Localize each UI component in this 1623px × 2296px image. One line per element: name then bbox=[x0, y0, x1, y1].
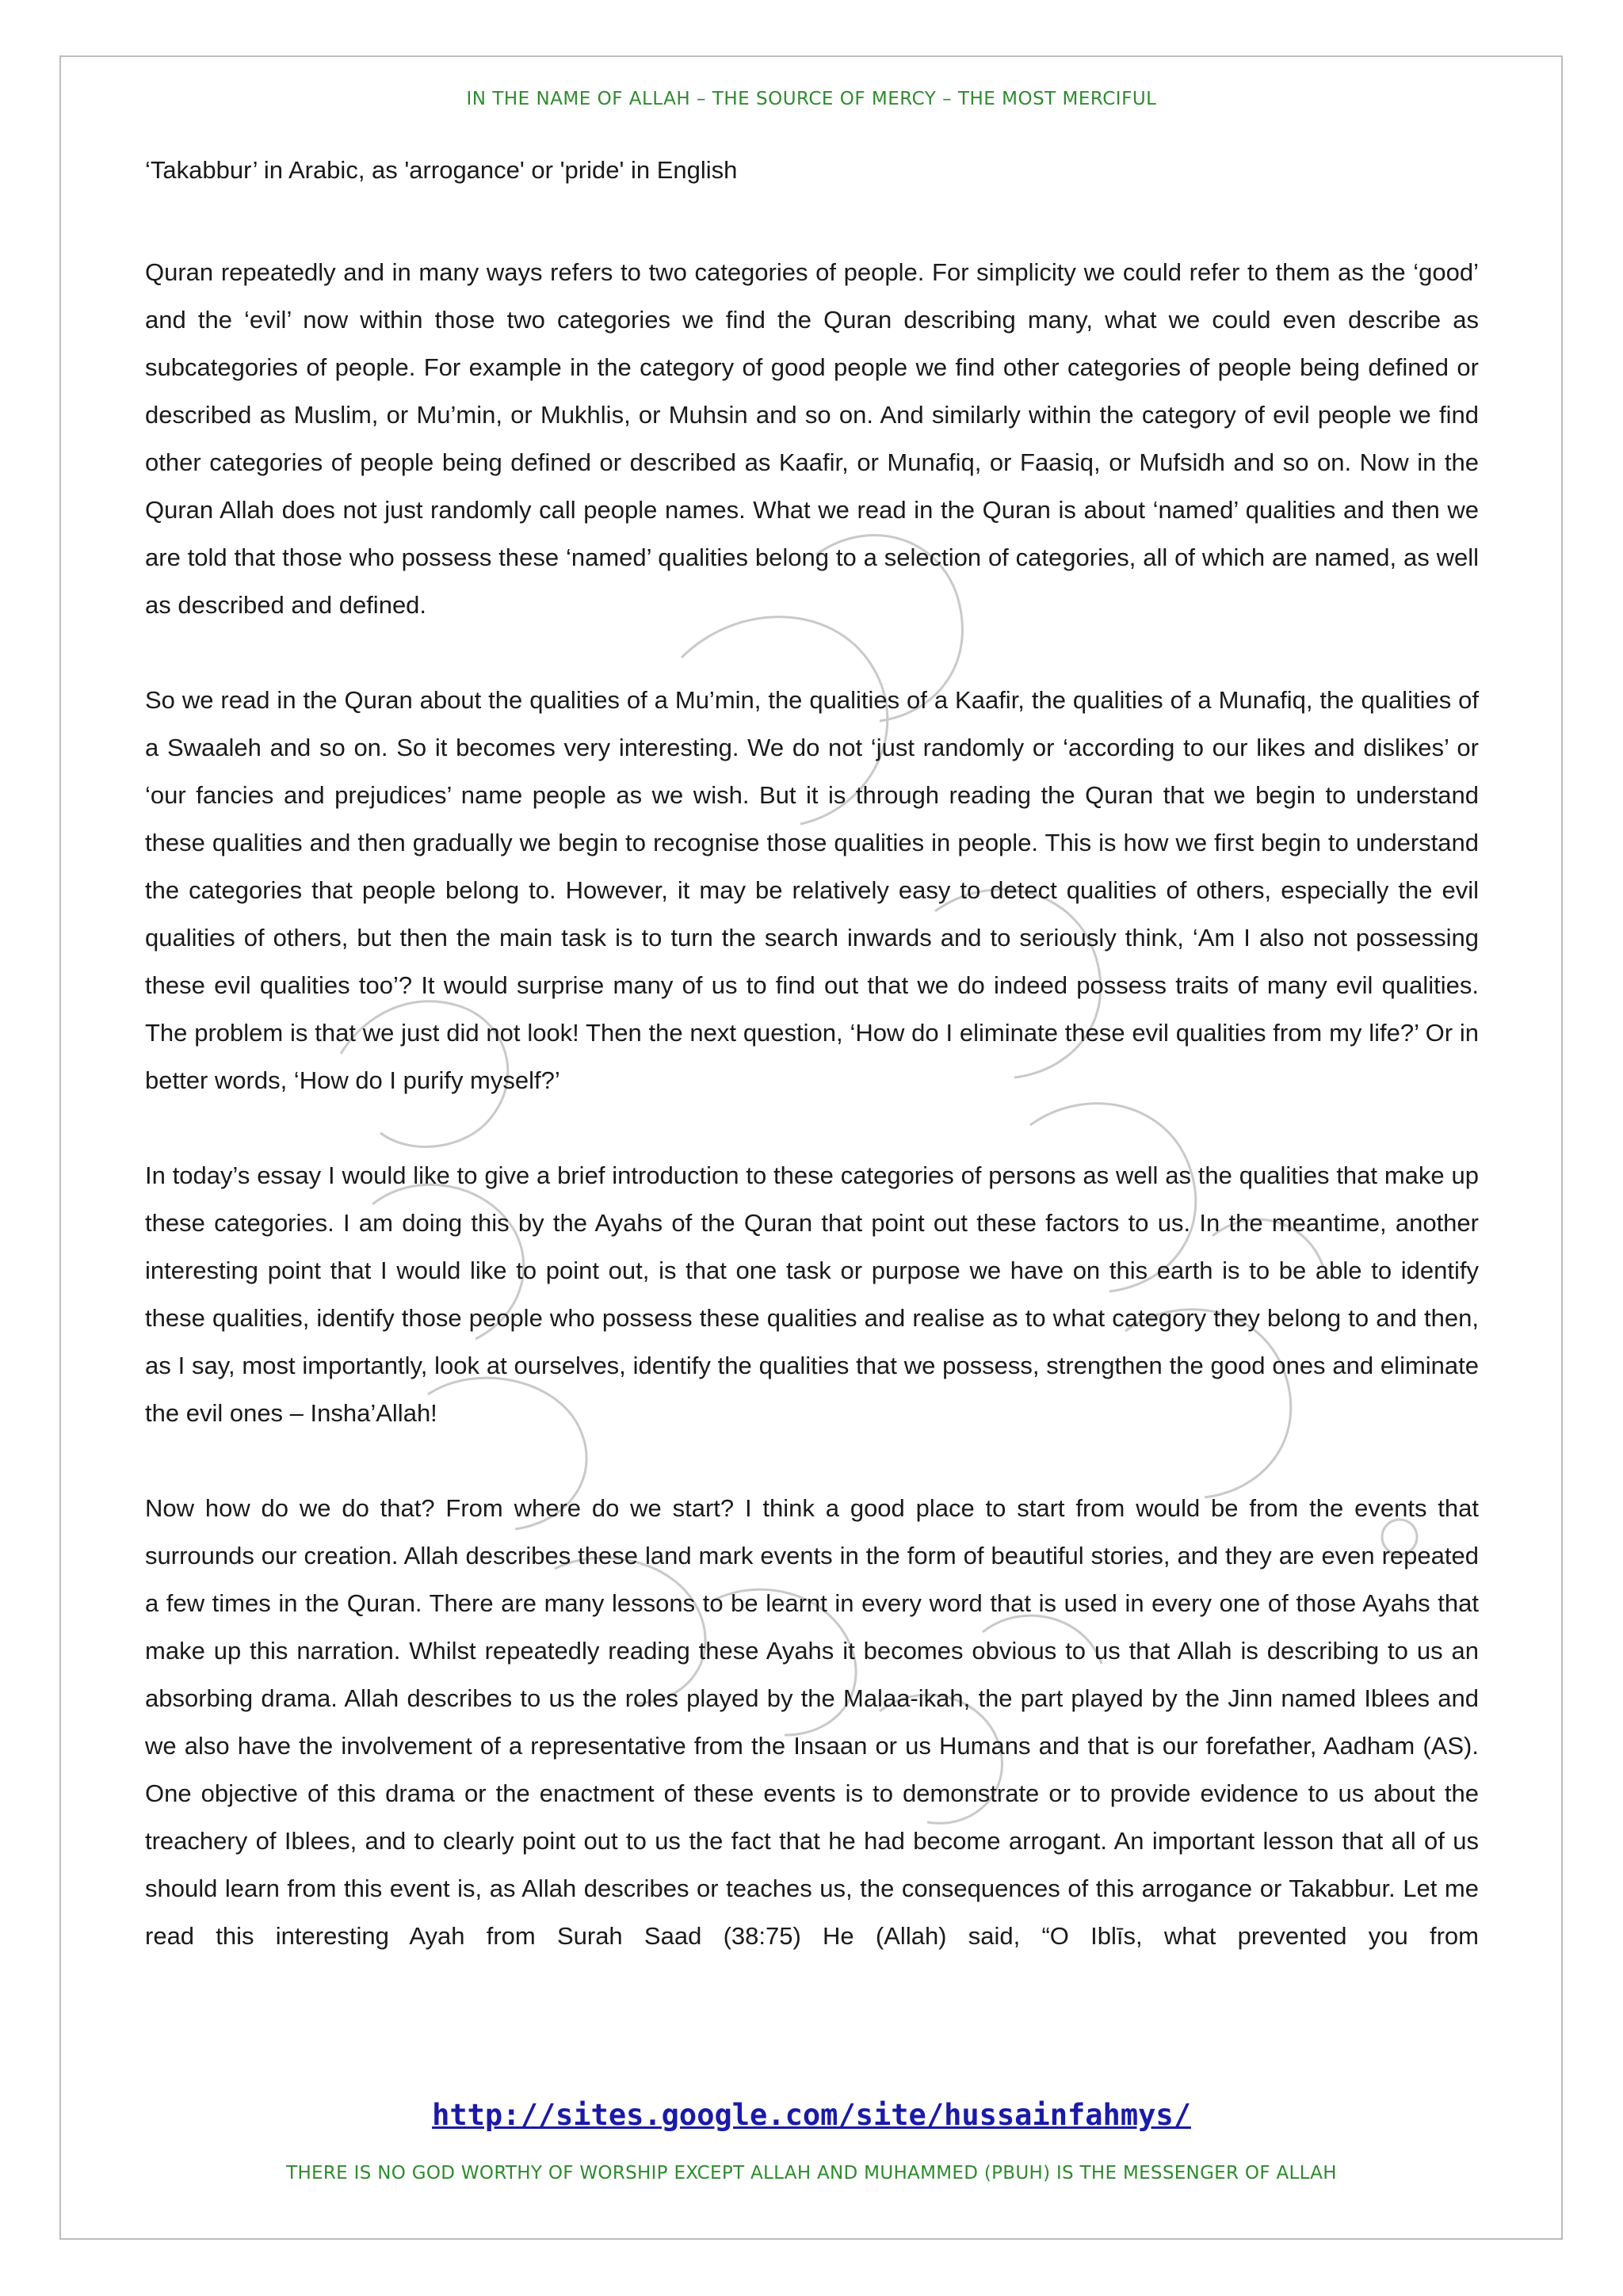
paragraph-4: Now how do we do that? From where do we start? I think a good place to start from would be from the events that surrounds our creation. Allah describes these land mark events in the form of beautiful stories, and they are even repeated a few times in the Quran. There are many lessons to be learnt in every word that is used in every one of those Ayahs that make up this narration. Whilst repeatedly reading these Ayahs it becomes obvious to us that Allah is describing to us an absorbing drama. Allah describes to us the roles played by the Malaa-ikah, the part played by the Jinn named Iblees and we also have the involvement of a representative from the Insaan or us Humans and that is our forefather, Aadham (AS). One objective of this drama or the enactment of these events is to demonstrate or to provide evidence to us about the treachery of Iblees, and to clearly point out to us the fact that he had become arrogant. An important lesson that all of us should learn from this event is, as Allah describes or teaches us, the consequences of this arrogance or Takabbur. Let me read this interesting Ayah from Surah Saad (38:75) He (Allah) said, “O Iblīs, what prevented you from bbox=[145, 1494, 1479, 1950]
paragraph-3: In today’s essay I would like to give a brief introduction to these categories of persons as well as the qualities that make up these categories. I am doing this by the Ayahs of the Quran that point out these factors to us. In the meantime, another interesting point that I would like to point out, is that one task or purpose we have on this earth is to be able to identify these qualities, identify those people who possess these qualities and realise as to what category they belong to and then, as I say, most importantly, look at ourselves, identify the qualities that we possess, strengthen the good ones and eliminate the evil ones – Insha’Allah! bbox=[145, 1161, 1479, 1427]
document-title: ‘Takabbur’ in Arabic, as 'arrogance' or 'pride' in English bbox=[145, 156, 738, 184]
paragraph-2: So we read in the Quran about the qualities of a Mu’min, the qualities of a Kaafir, the qualities of a Munafiq, the qualities of a Swaaleh and so on. So it becomes very interesting. We do not ‘just randomly or ‘according to our likes and dislikes’ or ‘our fancies and prejudices’ name people as we wish. But it is through reading the Quran that we begin to understand these qualities and then gradually we begin to recognise those qualities in people. This is how we first begin to understand the categories that people belong to. However, it may be relatively easy to detect qualities of others, especially the evil qualities of others, but then the main task is to turn the search inwards and to seriously think, ‘Am I also not possessing these evil qualities too’? It would surprise many of us to find out that we do indeed possess traits of many evil qualities. The problem is that we just did not look! Then the next question, ‘How do I eliminate these evil qualities from my life?’ Or in better words, ‘How do I purify myself?’ bbox=[145, 686, 1479, 1094]
header-bismillah: IN THE NAME OF ALLAH – THE SOURCE OF MERCY – THE MOST MERCIFUL bbox=[466, 89, 1157, 109]
document-body bbox=[145, 152, 1479, 1960]
website-link[interactable]: http://sites.google.com/site/hussainfahmys/ bbox=[432, 2098, 1191, 2132]
footer-shahada: THERE IS NO GOD WORTHY OF WORSHIP EXCEPT ALLAH AND MUHAMMED (PBUH) IS THE MESSENGER OF ALLAH bbox=[286, 2163, 1337, 2183]
paragraph-1: Quran repeatedly and in many ways refers to two categories of people. For simplicity we could refer to them as the ‘good’ and the ‘evil’ now within those two categories we find the Quran describing many, what we could even describe as subcategories of people. For example in the category of good people we find other categories of people being defined or described as Muslim, or Mu’min, or Mukhlis, or Muhsin and so on. And similarly within the category of evil people we find other categories of people being defined or described as Kaafir, or Munafiq, or Faasiq, or Mufsidh and so on. Now in the Quran Allah does not just randomly call people names. What we read in the Quran is about ‘named’ qualities and then we are told that those who possess these ‘named’ qualities belong to a selection of categories, all of which are named, as well as described and defined. bbox=[145, 258, 1479, 619]
